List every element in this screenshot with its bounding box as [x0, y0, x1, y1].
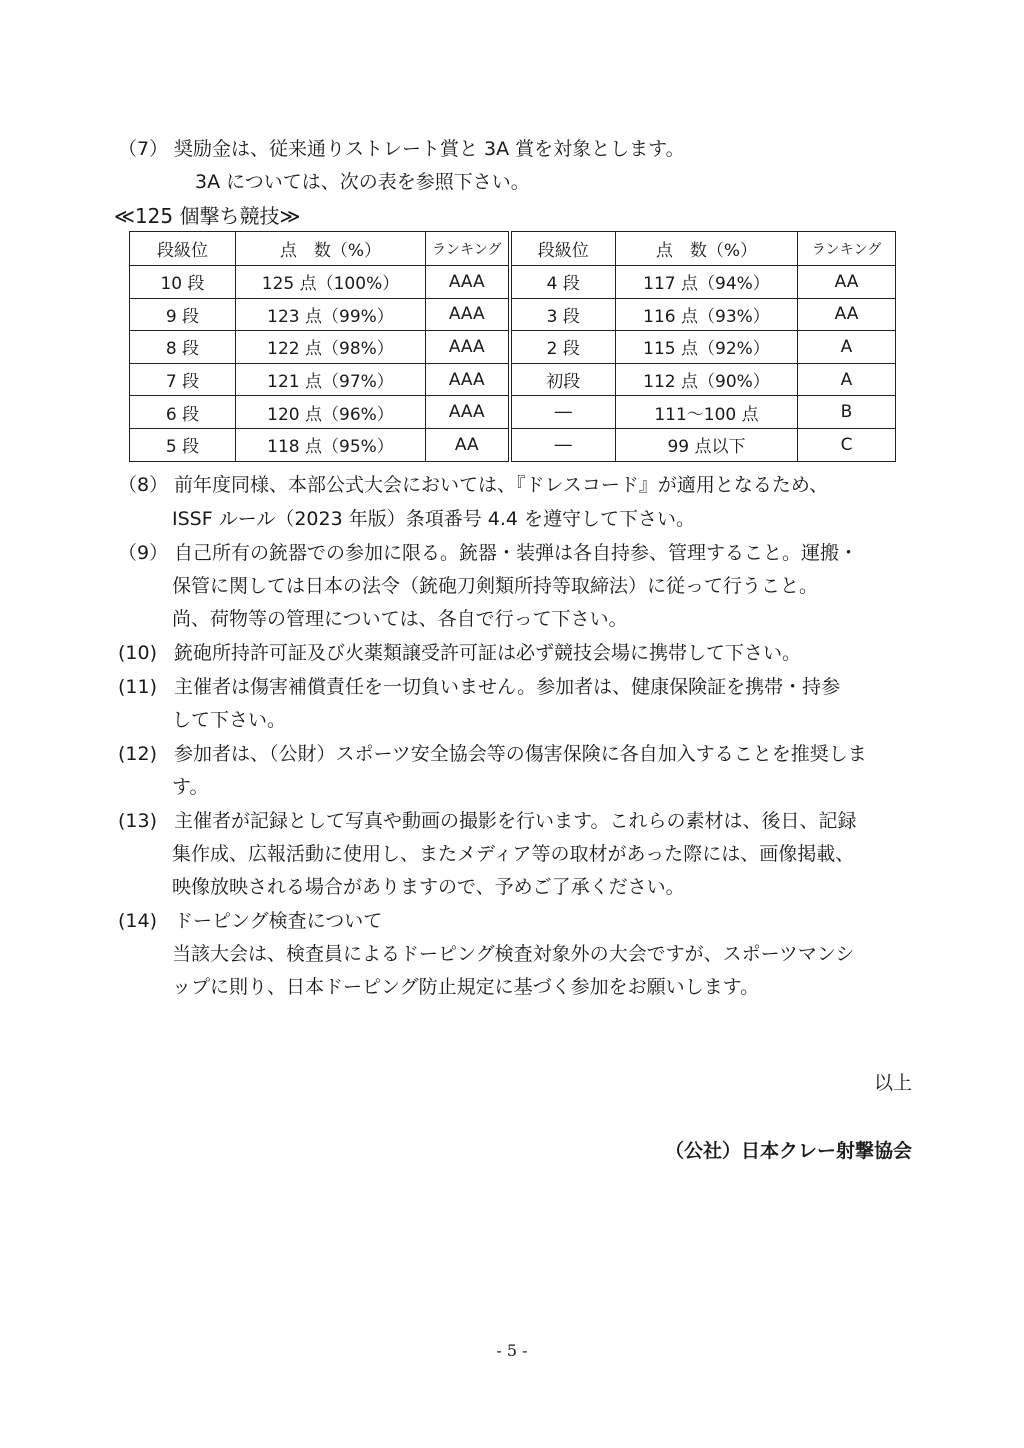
- table-cell: 8 段: [130, 331, 236, 364]
- table-cell: 115 点（92%）: [616, 331, 798, 364]
- table-title: ≪125 個撃ち競技≫: [114, 204, 301, 228]
- table-cell: 112 点（90%）: [616, 363, 798, 396]
- header-cell: 点 数（%）: [616, 232, 798, 266]
- item-13: [118, 808, 856, 834]
- table-row: [130, 396, 896, 429]
- item-number: （8）: [118, 474, 169, 496]
- table-cell: 116 点（93%）: [616, 298, 798, 331]
- table-row: [130, 298, 896, 331]
- item-8-line-2: ISSF ルール（2023 年版）条項番号 4.4 を遵守して下さい。: [172, 508, 696, 530]
- table-cell: 3 段: [510, 298, 616, 331]
- item-11: [118, 674, 840, 700]
- table-cell: 9 段: [130, 298, 236, 331]
- table-cell: 4 段: [510, 266, 616, 299]
- item-9-line-2: 保管に関しては日本の法令（銃砲刀剣類所持等取締法）に従って行うこと。: [172, 575, 819, 597]
- ranking-table: [129, 231, 896, 462]
- item-10: [118, 640, 801, 666]
- organization-name: （公社）日本クレー射撃協会: [664, 1140, 912, 1162]
- item-9: [118, 540, 858, 566]
- table-cell: 初段: [510, 363, 616, 396]
- item-14-line-2: 当該大会は、検査員によるドーピング検査対象外の大会ですが、スポーツマンシ: [172, 943, 855, 965]
- item-13-line-3: 映像放映される場合がありますので、予めご了承ください。: [172, 876, 685, 898]
- item-text: 奨励金は、従来通りストレート賞と 3A 賞を対象とします。: [174, 138, 685, 160]
- item-13-line-2: 集作成、広報活動に使用し、またメディア等の取材があった際には、画像掲載、: [172, 843, 855, 865]
- item-text: 主催者は傷害補償責任を一切負いません。参加者は、健康保険証を携帯・持参: [174, 676, 841, 698]
- table-cell: AA: [798, 298, 896, 331]
- table-cell: 99 点以下: [616, 428, 798, 461]
- table-cell: A: [798, 363, 896, 396]
- item-number: (10): [118, 642, 158, 664]
- table-row: [130, 428, 896, 461]
- header-cell: ランキング: [426, 232, 510, 266]
- item-number: (14): [118, 910, 158, 932]
- table-cell: ―: [510, 396, 616, 429]
- header-cell: 段級位: [130, 232, 236, 266]
- table-row: [130, 363, 896, 396]
- table-cell: AAA: [426, 363, 510, 396]
- table-cell: 122 点（98%）: [236, 331, 426, 364]
- table-cell: B: [798, 396, 896, 429]
- item-text: ドーピング検査について: [174, 910, 383, 932]
- closing-text: 以上: [873, 1072, 912, 1094]
- item-number: (13): [118, 810, 158, 832]
- table-cell: 7 段: [130, 363, 236, 396]
- item-7-line-2: 3A については、次の表を参照下さい。: [195, 171, 530, 193]
- table-cell: 111～100 点: [616, 396, 798, 429]
- table-cell: 118 点（95%）: [236, 428, 426, 461]
- item-text: 主催者が記録として写真や動画の撮影を行います。これらの素材は、後日、記録: [174, 810, 857, 832]
- header-cell: 点 数（%）: [236, 232, 426, 266]
- table-cell: 121 点（97%）: [236, 363, 426, 396]
- table-cell: 125 点（100%）: [236, 266, 426, 299]
- item-number: (11): [118, 676, 158, 698]
- item-7: [118, 136, 685, 162]
- item-11-line-2: して下さい。: [172, 709, 287, 731]
- item-8: [118, 472, 828, 498]
- table-cell: 5 段: [130, 428, 236, 461]
- item-number: （7）: [118, 138, 169, 160]
- item-number: （9）: [118, 542, 169, 564]
- item-14-line-3: ップに則り、日本ドーピング防止規定に基づく参加をお願いします。: [172, 976, 760, 998]
- table-cell: 6 段: [130, 396, 236, 429]
- item-text: 自己所有の銃器での参加に限る。銃器・装弾は各自持参、管理すること。運搬・: [174, 542, 859, 564]
- table-cell: AA: [426, 428, 510, 461]
- table-cell: 120 点（96%）: [236, 396, 426, 429]
- table-cell: 10 段: [130, 266, 236, 299]
- table-cell: 2 段: [510, 331, 616, 364]
- table-cell: A: [798, 331, 896, 364]
- item-9-line-3: 尚、荷物等の管理については、各自で行って下さい。: [172, 608, 628, 630]
- table-cell: AAA: [426, 298, 510, 331]
- table-row: [130, 331, 896, 364]
- table-header-row: [130, 232, 896, 266]
- item-12-line-2: す。: [172, 776, 209, 798]
- item-12: [118, 741, 867, 767]
- table-cell: ―: [510, 428, 616, 461]
- item-text: 参加者は、（公財）スポーツ安全協会等の傷害保険に各自加入することを推奨しま: [174, 743, 867, 765]
- item-14: [118, 908, 382, 934]
- table-cell: AAA: [426, 266, 510, 299]
- table-row: [130, 266, 896, 299]
- table-cell: AAA: [426, 331, 510, 364]
- table-cell: AAA: [426, 396, 510, 429]
- header-cell: ランキング: [798, 232, 896, 266]
- page-number: - 5 -: [496, 1341, 528, 1360]
- item-text: 前年度同様、本部公式大会においては、『ドレスコード』が適用となるため、: [174, 474, 829, 496]
- header-cell: 段級位: [510, 232, 616, 266]
- table-cell: 123 点（99%）: [236, 298, 426, 331]
- item-text: 銃砲所持許可証及び火薬類譲受許可証は必ず競技会場に携帯して下さい。: [174, 642, 802, 664]
- table-cell: 117 点（94%）: [616, 266, 798, 299]
- item-number: (12): [118, 743, 158, 765]
- table-cell: AA: [798, 266, 896, 299]
- table-cell: C: [798, 428, 896, 461]
